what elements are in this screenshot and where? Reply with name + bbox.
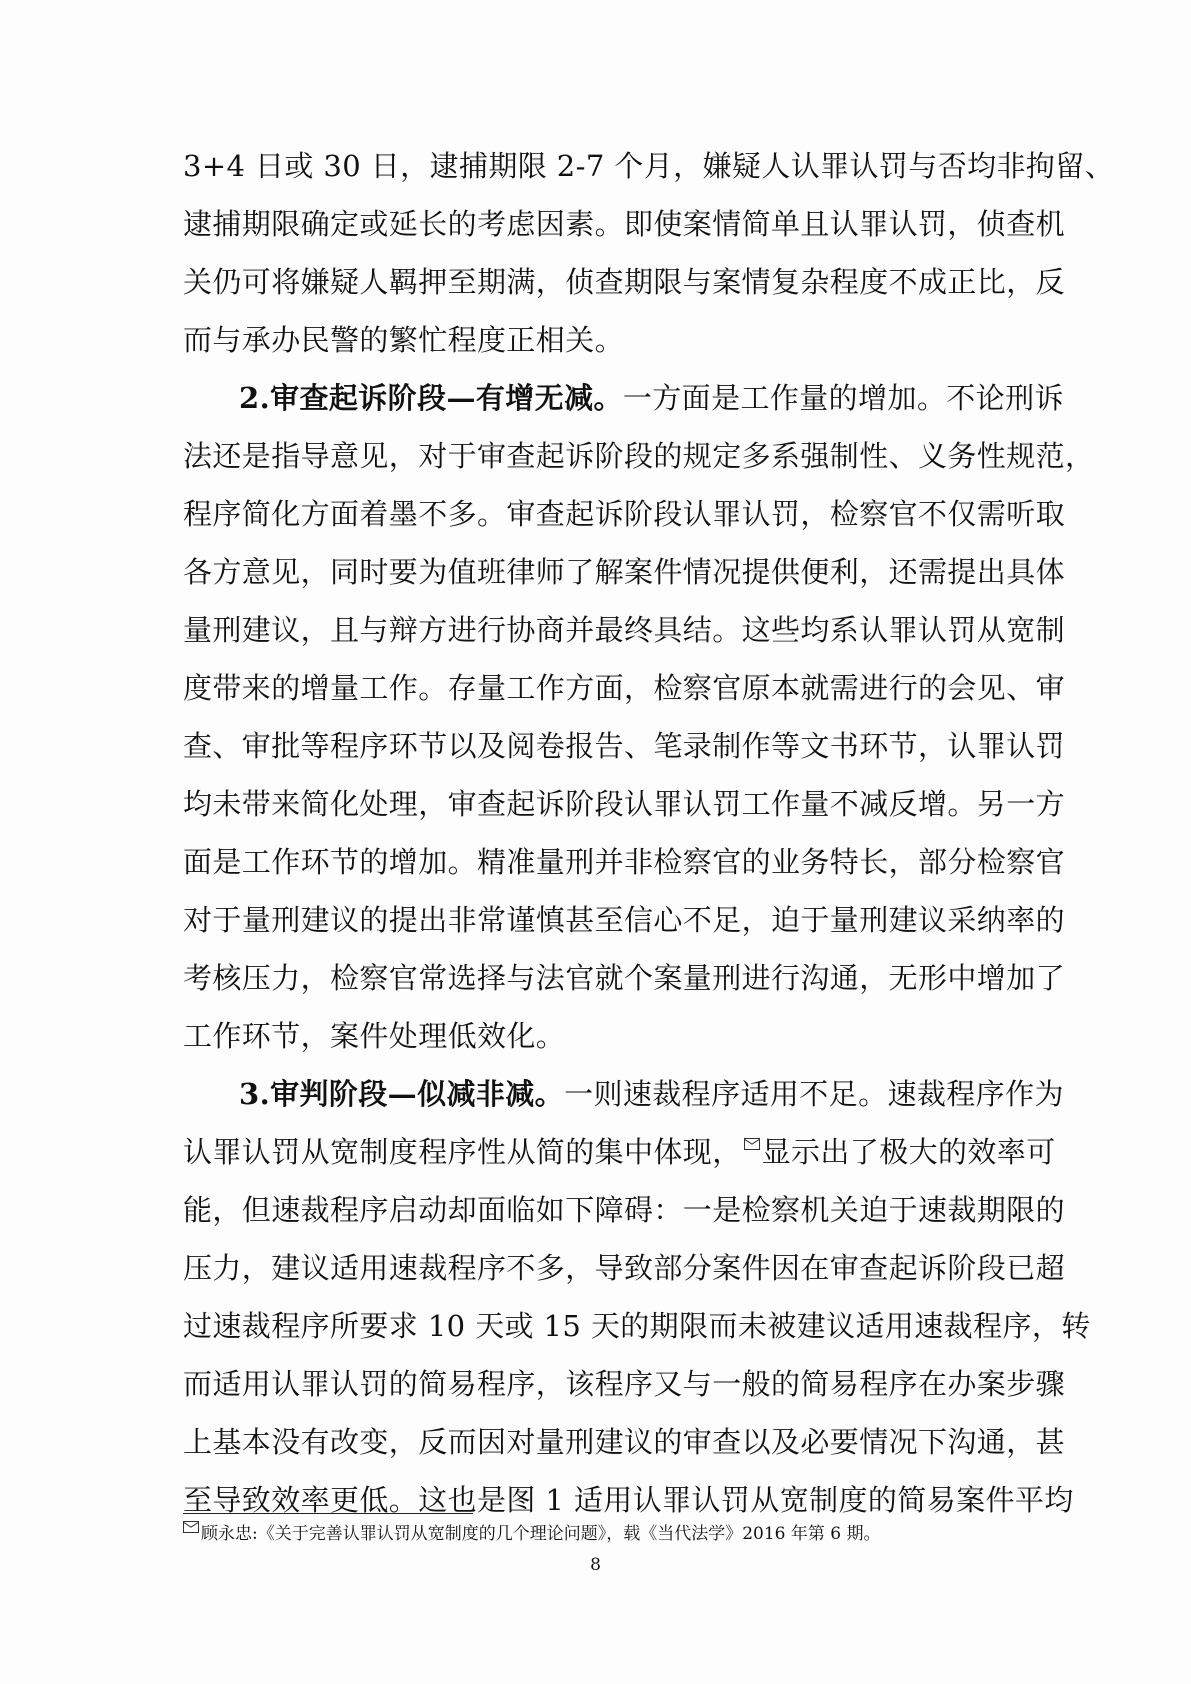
body-line: 考核压力，检察官常选择与法官就个案量刑进行沟通，无形中增加了 <box>183 961 1066 995</box>
section-3-line-2-before: 认罪认罚从宽制度程序性从简的集中体现， <box>183 1135 742 1169</box>
footnote <box>183 1520 1023 1548</box>
section-2-first-line-text: 一方面是工作量的增加。不论刑诉 <box>622 381 1064 415</box>
body-line: 上基本没有改变，反而因对量刑建议的审查以及必要情况下沟通，甚 <box>183 1425 1066 1459</box>
body-line: 均未带来简化处理，审查起诉阶段认罪认罚工作量不减反增。另一方 <box>183 787 1066 821</box>
footnote-text: 顾永忠:《关于完善认罪认罚从宽制度的几个理论问题》，载《当代法学》2016 年第 6 期。 <box>201 1524 881 1544</box>
body-line: 法还是指导意见，对于审查起诉阶段的规定多系强制性、义务性规范， <box>183 439 1095 473</box>
body-line: 面是工作环节的增加。精准量刑并非检察官的业务特长，部分检察官 <box>183 845 1066 879</box>
section-3-first-line <box>239 1065 1064 1123</box>
body-line: 工作环节，案件处理低效化。 <box>183 1019 566 1053</box>
body-line: 关仍可将嫌疑人羁押至期满，侦查期限与案情复杂程度不成正比，反 <box>183 265 1066 299</box>
footnote-envelope-icon <box>183 1521 199 1533</box>
body-line: 而适用认罪认罚的简易程序，该程序又与一般的简易程序在办案步骤 <box>183 1367 1066 1401</box>
body-line: 3+4 日或 30 日，逮捕期限 2-7 个月，嫌疑人认罪认罚与否均非拘留、 <box>183 149 1115 183</box>
section-3-first-line-text: 一则速裁程序适用不足。速裁程序作为 <box>564 1077 1064 1111</box>
section-2-heading: 2.审查起诉阶段—有增无减。 <box>239 381 623 415</box>
footnote-envelope-icon[interactable] <box>744 1138 760 1150</box>
page-number: 8 <box>590 1555 601 1575</box>
body-line: 程序简化方面着墨不多。审查起诉阶段认罪认罚，检察官不仅需听取 <box>183 497 1066 531</box>
body-line <box>183 1123 1056 1181</box>
body-line: 对于量刑建议的提出非常谨慎甚至信心不足，迫于量刑建议采纳率的 <box>183 903 1066 937</box>
body-line: 各方意见，同时要为值班律师了解案件情况提供便利，还需提出具体 <box>183 555 1066 589</box>
body-line: 度带来的增量工作。存量工作方面，检察官原本就需进行的会见、审 <box>183 671 1066 705</box>
section-3-heading: 3.审判阶段—似减非减。 <box>239 1077 565 1111</box>
body-line: 至导致效率更低。这也是图 1 适用认罪认罚从宽制度的简易案件平均 <box>183 1483 1074 1517</box>
body-line: 压力，建议适用速裁程序不多，导致部分案件因在审查起诉阶段已超 <box>183 1251 1066 1285</box>
body-line: 而与承办民警的繁忙程度正相关。 <box>183 323 625 357</box>
body-line: 逮捕期限确定或延长的考虑因素。即使案情简单且认罪认罚，侦查机 <box>183 207 1066 241</box>
body-line: 能，但速裁程序启动却面临如下障碍：一是检察机关迫于速裁期限的 <box>183 1193 1066 1227</box>
body-line: 量刑建议，且与辩方进行协商并最终具结。这些均系认罪认罚从宽制 <box>183 613 1066 647</box>
section-3-line-2-after: 显示出了极大的效率可 <box>761 1135 1056 1169</box>
body-line: 过速裁程序所要求 10 天或 15 天的期限而未被建议适用速裁程序，转 <box>183 1309 1091 1343</box>
body-line: 查、审批等程序环节以及阅卷报告、笔录制作等文书环节，认罪认罚 <box>183 729 1066 763</box>
section-2-first-line <box>239 369 1064 427</box>
footnote-divider <box>183 1513 473 1514</box>
